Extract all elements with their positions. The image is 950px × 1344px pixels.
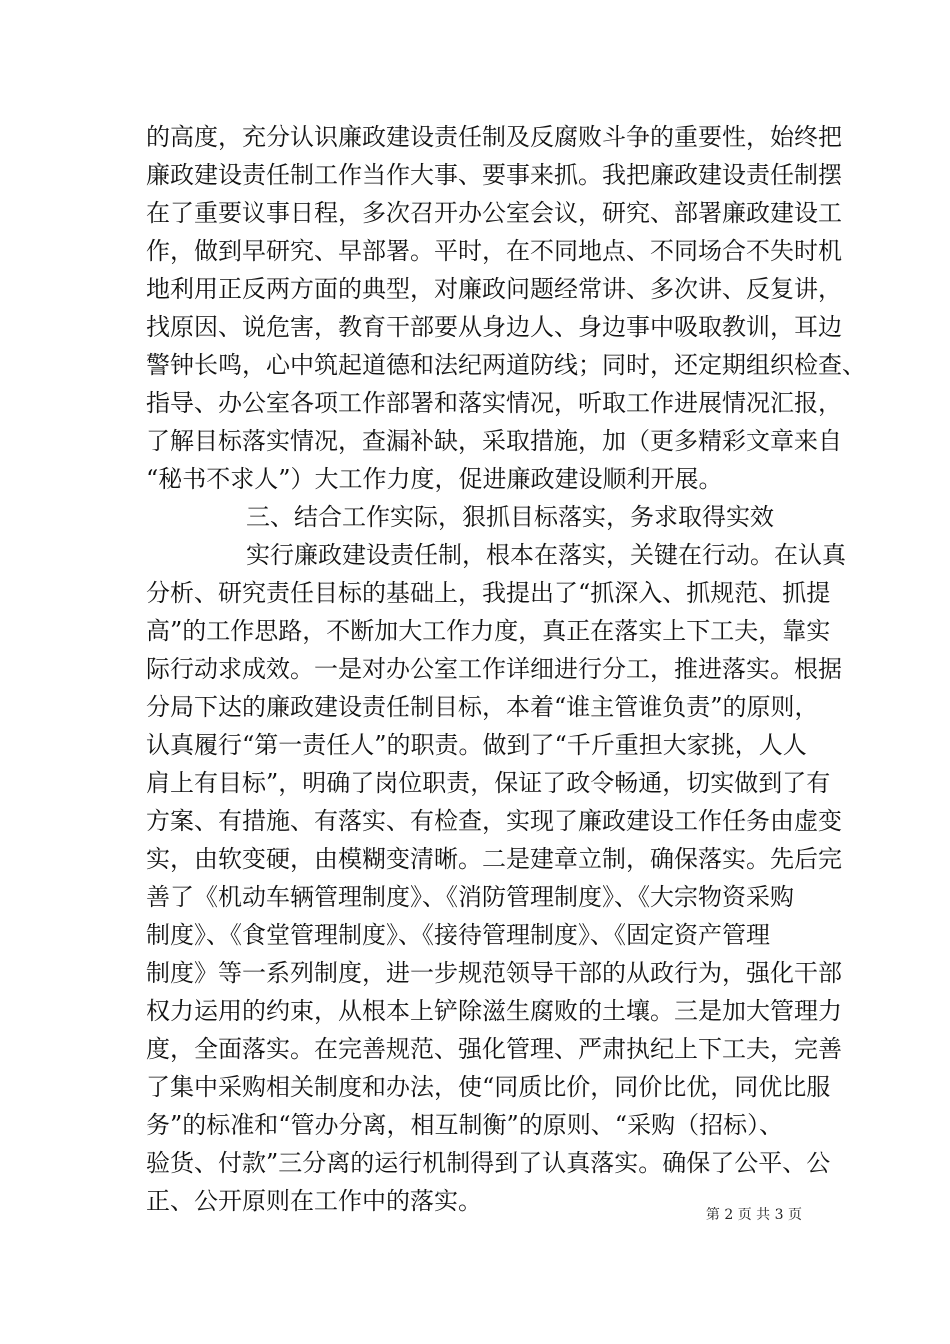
text-line: 实行廉政建设责任制，根本在落实，关键在行动。在认真 — [246, 541, 846, 569]
text-line: 的高度，充分认识廉政建设责任制及反腐败斗争的重要性，始终把 — [146, 123, 842, 151]
section-heading: 三、结合工作实际，狠抓目标落实，务求取得实效 — [246, 503, 774, 531]
page-number: 第 2 页 共 3 页 — [705, 1207, 802, 1223]
text-line: 认真履行“第一责任人”的职责。做到了“千斤重担大家挑，人人 — [146, 731, 807, 759]
text-line: 验货、付款”三分离的运行机制得到了认真落实。确保了公平、公 — [146, 1149, 831, 1177]
text-line: 警钟长鸣，心中筑起道德和法纪两道防线；同时，还定期组织检查、 — [146, 351, 866, 379]
text-line: “秘书不求人”）大工作力度，促进廉政建设顺利开展。 — [146, 465, 723, 493]
text-line: 制度》、《食堂管理制度》、《接待管理制度》、《固定资产管理 — [146, 921, 770, 949]
text-line: 地利用正反两方面的典型，对廉政问题经常讲、多次讲、反复讲， — [146, 275, 842, 303]
text-line: 制度》等一系列制度，进一步规范领导干部的从政行为，强化干部 — [146, 959, 842, 987]
text-line: 分析、研究责任目标的基础上，我提出了“抓深入、抓规范、抓提 — [146, 579, 831, 607]
text-line: 在了重要议事日程，多次召开办公室会议，研究、部署廉政建设工 — [146, 199, 842, 227]
text-line: 指导、办公室各项工作部署和落实情况，听取工作进展情况汇报， — [146, 389, 842, 417]
text-line: 际行动求成效。一是对办公室工作详细进行分工，推进落实。根据 — [146, 655, 842, 683]
text-line: 度，全面落实。在完善规范、强化管理、严肃执纪上下工夫，完善 — [146, 1035, 842, 1063]
text-line: 找原因、说危害，教育干部要从身边人、身边事中吸取教训，耳边 — [146, 313, 842, 341]
text-line: 方案、有措施、有落实、有检查，实现了廉政建设工作任务由虚变 — [146, 807, 842, 835]
text-line: 善了《机动车辆管理制度》、《消防管理制度》、《大宗物资采购 — [146, 883, 794, 911]
text-line: 实，由软变硬，由模糊变清晰。二是建章立制，确保落实。先后完 — [146, 845, 842, 873]
text-line: 肩上有目标”，明确了岗位职责，保证了政令畅通，切实做到了有 — [146, 769, 831, 797]
text-line: 正、公开原则在工作中的落实。 — [146, 1187, 482, 1215]
text-line: 分局下达的廉政建设责任制目标，本着“谁主管谁负责”的原则， — [146, 693, 819, 721]
text-line: 作，做到早研究、早部署。平时，在不同地点、不同场合不失时机 — [146, 237, 842, 265]
text-line: 权力运用的约束，从根本上铲除滋生腐败的土壤。三是加大管理力 — [146, 997, 842, 1025]
text-line: 高”的工作思路，不断加大工作力度，真正在落实上下工夫，靠实 — [146, 617, 831, 645]
text-line: 廉政建设责任制工作当作大事、要事来抓。我把廉政建设责任制摆 — [146, 161, 842, 189]
text-line: 了集中采购相关制度和办法，使“同质比价，同价比优，同优比服 — [146, 1073, 831, 1101]
text-line: 务”的标准和“管办分离，相互制衡”的原则、“采购（招标）、 — [146, 1111, 784, 1139]
text-line: 了解目标落实情况，查漏补缺，采取措施，加（更多精彩文章来自 — [146, 427, 842, 455]
